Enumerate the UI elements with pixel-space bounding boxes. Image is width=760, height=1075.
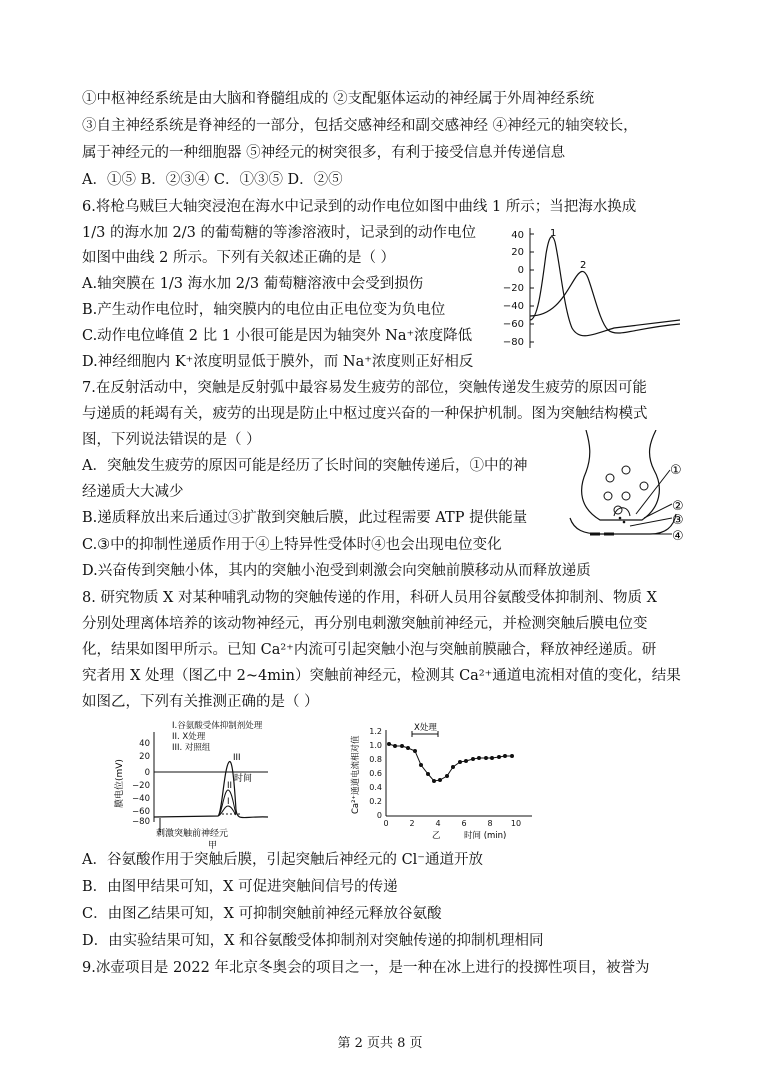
option-c: C.③中的抑制性递质作用于④上特异性受体时④也会出现电位变化	[82, 537, 502, 553]
text-line: 图，下列说法错误的是（ ）	[82, 432, 261, 448]
y-axis-label: 膜电位(mV)	[115, 759, 125, 808]
text-line: 经递质大大减少	[82, 484, 184, 500]
y-tick: 1.2	[369, 727, 382, 736]
y-tick: −60	[132, 807, 150, 817]
x-tick: 10	[510, 819, 522, 828]
curve-1-label: 1	[550, 228, 557, 239]
text-line: 分别处理离体培养的该动物神经元，再分别电刺激突触前神经元，并检测突触后膜电位变	[82, 616, 648, 632]
curve-label: II	[227, 781, 233, 791]
text-line: ③自主神经系统是脊神经的一部分，包括交感神经和副交感神经 ④神经元的轴突较长，	[82, 118, 638, 134]
text-line: 如图中曲线 2 所示。下列有关叙述正确的是（ ）	[82, 250, 396, 266]
curve-label: I	[227, 797, 230, 807]
x-tick: 4	[435, 819, 441, 828]
y-tick: −80	[132, 817, 150, 827]
option-b: B.递质释放出来后通过③扩散到突触后膜，此过程需要 ATP 提供能量	[82, 510, 528, 526]
legend-item: II. X处理	[172, 732, 206, 742]
y-tick: 0	[517, 265, 524, 276]
legend-item: III. 对照组	[172, 743, 211, 753]
option-d: D.神经细胞内 K⁺浓度明显低于膜外，而 Na⁺浓度则正好相反	[82, 354, 474, 370]
text-line: 究者用 X 处理（图乙中 2~4min）突触前神经元，检测其 Ca²⁺通道电流相对值的变化，结果	[82, 668, 681, 684]
label-3: ③	[672, 513, 684, 528]
option-a: A．突触发生疲劳的原因可能是经历了长时间的突触传递后，①中的神	[82, 458, 528, 474]
question-6: 6.将枪乌贼巨大轴突浸泡在海水中记录到的动作电位如图中曲线 1 所示；当把海水换成	[82, 199, 637, 215]
y-tick: 20	[511, 247, 524, 258]
y-tick: 0	[144, 768, 150, 778]
figure-q8-jia	[108, 718, 338, 850]
legend-item: I.谷氨酸受体抑制剂处理	[172, 721, 263, 731]
text-line: A．①⑤ B．②③④ C．①③⑤ D．②⑤	[82, 172, 343, 188]
y-tick: 0.4	[369, 783, 382, 792]
curve-label: III	[233, 753, 241, 763]
x-tick: 2	[409, 819, 415, 828]
y-tick: 0	[376, 811, 382, 820]
y-tick: −60	[502, 319, 524, 330]
option-b: B.产生动作电位时，轴突膜内的电位由正电位变为负电位	[82, 302, 446, 318]
curve-2-label: 2	[580, 260, 587, 271]
figure-q8-yi	[346, 718, 536, 840]
y-tick: 1.0	[369, 741, 382, 750]
y-tick: −40	[132, 794, 150, 804]
text-line: 与递质的耗竭有关，疲劳的出现是防止中枢过度兴奋的一种保护机制。图为突触结构模式	[82, 406, 648, 422]
figure-q6-action-potential	[494, 224, 680, 354]
y-tick: 20	[139, 752, 150, 762]
y-tick: 40	[139, 739, 150, 749]
page-footer: 第 2 页共 8 页	[337, 1036, 423, 1051]
figure-caption: 乙	[432, 831, 441, 840]
x-tick: 0	[383, 819, 389, 828]
x-axis-label: 时间 (min)	[464, 831, 507, 840]
option-b: B．由图甲结果可知，X 可促进突触间信号的传递	[82, 879, 398, 895]
label-2: ②	[672, 499, 684, 514]
y-tick: −20	[502, 283, 524, 294]
curve-1	[530, 237, 680, 336]
y-tick: −40	[502, 301, 524, 312]
option-a: A.轴突膜在 1/3 海水加 2/3 葡萄糖溶液中会受到损伤	[82, 276, 424, 292]
text-line: 化，结果如图甲所示。已知 Ca²⁺内流可引起突触小泡与突触前膜融合，释放神经递质。研	[82, 642, 657, 658]
y-tick: 0.2	[369, 797, 382, 806]
curve-iii	[154, 761, 268, 817]
text-line: 1/3 的海水加 2/3 的葡萄糖的等渗溶液时，记录到的动作电位	[82, 225, 476, 241]
option-c: C．由图乙结果可知，X 可抑制突触前神经元释放谷氨酸	[82, 906, 442, 922]
option-d: D．由实验结果可知，X 和谷氨酸受体抑制剂对突触传递的抑制机理相同	[82, 933, 544, 949]
question-8: 8. 研究物质 X 对某种哺乳动物的突触传递的作用，科研人员用谷氨酸受体抑制剂、物质 X	[82, 590, 657, 606]
option-a: A．谷氨酸作用于突触后膜，引起突触后神经元的 Cl⁻通道开放	[82, 852, 483, 868]
y-tick: 40	[511, 230, 524, 241]
question-7: 7.在反射活动中，突触是反射弧中最容易发生疲劳的部位，突触传递发生疲劳的原因可能	[82, 380, 647, 396]
text-line: 属于神经元的一种细胞器 ⑤神经元的树突很多，有利于接受信息并传递信息	[82, 145, 566, 161]
question-9: 9.冰壶项目是 2022 年北京冬奥会的项目之一，是一种在冰上进行的投掷性项目，被誉为	[82, 960, 650, 976]
option-c: C.动作电位峰值 2 比 1 小很可能是因为轴突外 Na⁺浓度降低	[82, 328, 473, 344]
y-tick: 0.8	[369, 755, 382, 764]
x-tick: 8	[487, 819, 493, 828]
label-1: ①	[670, 463, 682, 478]
stimulus-label: 刺激突触前神经元	[156, 829, 229, 839]
text-line: 如图乙，下列有关推测正确的是（ ）	[82, 694, 319, 710]
figure-q7-synapse	[560, 430, 700, 548]
x-axis-label: 时间	[234, 774, 253, 784]
curve-2	[530, 271, 680, 333]
x-tick: 6	[461, 819, 467, 828]
text-line: ①中枢神经系统是由大脑和脊髓组成的 ②支配躯体运动的神经属于外周神经系统	[82, 91, 595, 107]
y-tick: −80	[502, 337, 524, 348]
label-4: ④	[672, 529, 684, 544]
y-tick: 0.6	[369, 769, 382, 778]
y-axis-label: Ca²⁺通道电流相对值	[351, 735, 361, 814]
y-tick: −20	[132, 781, 150, 791]
figure-caption: 甲	[208, 841, 218, 850]
treatment-bar-label: X处理	[414, 723, 437, 733]
option-d: D.兴奋传到突触小体，其内的突触小泡受到刺激会向突触前膜移动从而释放递质	[82, 563, 591, 579]
